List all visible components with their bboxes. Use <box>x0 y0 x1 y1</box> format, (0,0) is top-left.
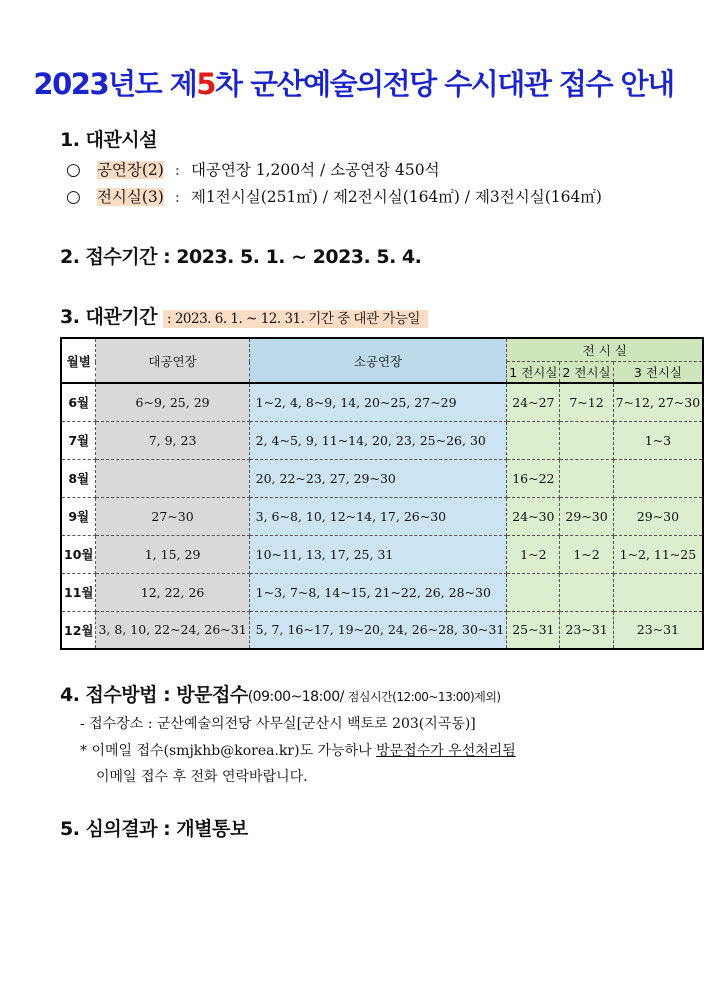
header-gallery-3: 3 전시실 <box>613 362 703 384</box>
header-large-hall: 대공연장 <box>96 338 249 383</box>
circle-bullet: ○ <box>66 187 81 207</box>
gallery2-cell: 1~2 <box>560 535 613 573</box>
month-cell: 7월 <box>61 421 96 459</box>
gallery2-cell: 23~31 <box>560 611 613 649</box>
email-note-text: * 이메일 접수(smjkhb@korea.kr)도 가능하나 <box>80 743 377 759</box>
large-hall-cell: 1, 15, 29 <box>96 535 249 573</box>
large-hall-cell: 3, 8, 10, 22~24, 26~31 <box>96 611 249 649</box>
gallery1-cell <box>507 573 560 611</box>
gallery3-cell: 1~3 <box>613 421 703 459</box>
reception-place: - 접수장소 : 군산예술의전당 사무실[군산시 백토로 203(지곡동)] <box>80 716 476 732</box>
gallery1-cell: 24~30 <box>507 497 560 535</box>
table-row <box>61 497 703 535</box>
facility-colon: : <box>174 161 180 179</box>
large-hall-cell: 7, 9, 23 <box>96 421 249 459</box>
section3-title: 3. 대관기간 <box>60 306 157 328</box>
month-cell: 12월 <box>61 611 96 649</box>
table-row <box>61 421 703 459</box>
facility-desc: 대공연장 1,200석 / 소공연장 450석 <box>190 161 440 179</box>
email-followup: 이메일 접수 후 전화 연락바랍니다. <box>96 769 308 785</box>
gallery1-cell: 24~27 <box>507 383 560 421</box>
small-hall-cell: 1~2, 4, 8~9, 14, 20~25, 27~29 <box>249 383 507 421</box>
gallery3-cell: 1~2, 11~25 <box>613 535 703 573</box>
small-hall-cell: 5, 7, 16~17, 19~20, 24, 26~28, 30~31 <box>249 611 507 649</box>
facility-label: 공연장(2) <box>96 161 164 179</box>
page-title <box>0 62 707 103</box>
header-gallery-2: 2 전시실 <box>560 362 613 384</box>
title-suffix: 차 군산예술의전당 수시대관 접수 안내 <box>214 67 674 101</box>
email-note <box>80 740 516 760</box>
large-hall-cell: 6~9, 25, 29 <box>96 383 249 421</box>
gallery1-cell: 25~31 <box>507 611 560 649</box>
facility-line-performance <box>66 158 440 180</box>
header-month: 월별 <box>61 338 96 383</box>
large-hall-cell <box>96 459 249 497</box>
section1-heading: 1. 대관시설 <box>60 129 157 151</box>
month-cell: 11월 <box>61 573 96 611</box>
section4-title: 4. 접수방법 : 방문접수 <box>60 684 248 706</box>
title-number: 5 <box>196 67 215 101</box>
table-row <box>61 535 703 573</box>
header-exhibition: 전 시 실 <box>507 338 703 362</box>
section2-heading: 2. 접수기간 : 2023. 5. 1. ~ 2023. 5. 4. <box>60 246 422 268</box>
title-prefix: 2023년도 제 <box>33 67 197 101</box>
large-hall-cell: 27~30 <box>96 497 249 535</box>
section4-hours: (09:00~18:00/ <box>247 689 348 705</box>
circle-bullet: ○ <box>66 160 81 180</box>
email-note-priority: 방문접수가 우선처리됨 <box>376 743 516 759</box>
small-hall-cell: 2, 4~5, 9, 11~14, 20, 23, 25~26, 30 <box>249 421 507 459</box>
gallery3-cell <box>613 459 703 497</box>
section3-period: : 2023. 6. 1. ~ 12. 31. 기간 중 대관 가능일 <box>163 310 428 328</box>
facility-line-exhibition <box>66 185 602 207</box>
table-row <box>61 573 703 611</box>
gallery2-cell: 29~30 <box>560 497 613 535</box>
section4-heading <box>60 680 501 707</box>
rental-schedule-table <box>60 337 704 650</box>
section3-heading <box>60 302 428 329</box>
facility-label: 전시실(3) <box>96 188 164 206</box>
gallery3-cell: 7~12, 27~30 <box>613 383 703 421</box>
header-small-hall: 소공연장 <box>249 338 507 383</box>
gallery2-cell <box>560 573 613 611</box>
gallery1-cell <box>507 421 560 459</box>
gallery1-cell: 16~22 <box>507 459 560 497</box>
section4-lunch: 점심시간(12:00~13:00)제외) <box>347 690 501 704</box>
table-row <box>61 459 703 497</box>
facility-desc: 제1전시실(251㎡) / 제2전시실(164㎡) / 제3전시실(164㎡) <box>190 188 602 206</box>
section5-heading: 5. 심의결과 : 개별통보 <box>60 818 248 840</box>
month-cell: 8월 <box>61 459 96 497</box>
gallery2-cell <box>560 459 613 497</box>
table-row <box>61 383 703 421</box>
gallery3-cell: 29~30 <box>613 497 703 535</box>
gallery2-cell: 7~12 <box>560 383 613 421</box>
small-hall-cell: 1~3, 7~8, 14~15, 21~22, 26, 28~30 <box>249 573 507 611</box>
table-row <box>61 611 703 649</box>
month-cell: 9월 <box>61 497 96 535</box>
gallery3-cell <box>613 573 703 611</box>
header-gallery-1: 1 전시실 <box>507 362 560 384</box>
gallery3-cell: 23~31 <box>613 611 703 649</box>
month-cell: 6월 <box>61 383 96 421</box>
gallery1-cell: 1~2 <box>507 535 560 573</box>
small-hall-cell: 10~11, 13, 17, 25, 31 <box>249 535 507 573</box>
facility-colon: : <box>174 188 180 206</box>
small-hall-cell: 20, 22~23, 27, 29~30 <box>249 459 507 497</box>
month-cell: 10월 <box>61 535 96 573</box>
small-hall-cell: 3, 6~8, 10, 12~14, 17, 26~30 <box>249 497 507 535</box>
large-hall-cell: 12, 22, 26 <box>96 573 249 611</box>
gallery2-cell <box>560 421 613 459</box>
